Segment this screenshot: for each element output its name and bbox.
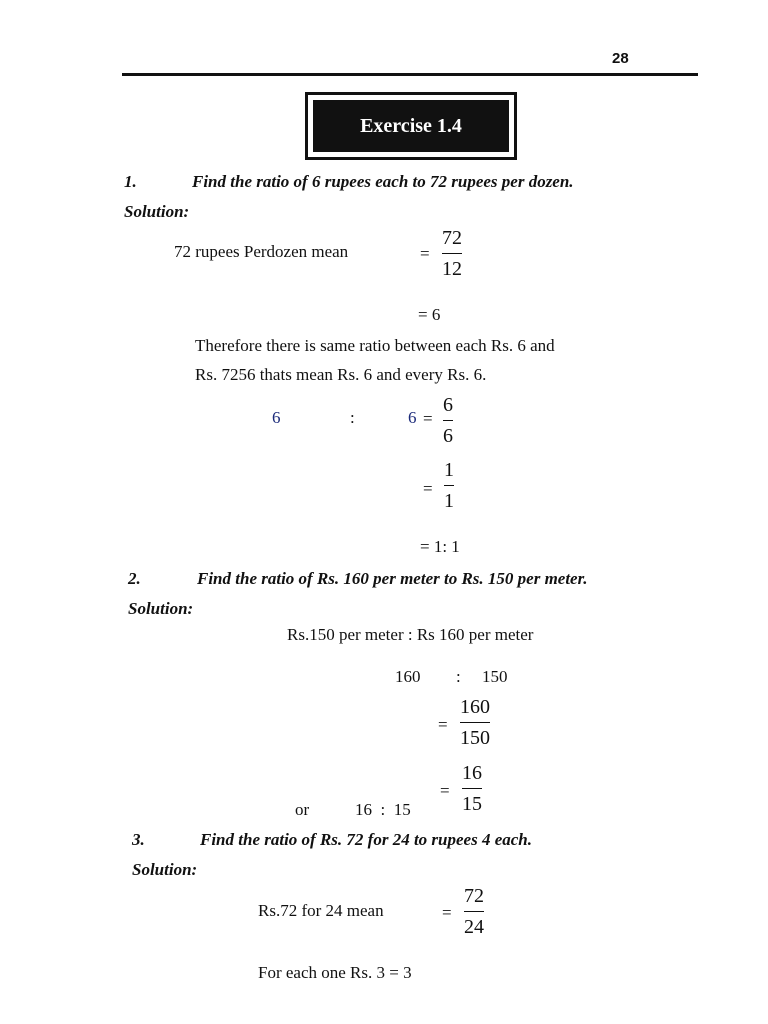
q3-number: 3.	[132, 830, 145, 849]
q3-line1-text: Rs.72 for 24 mean	[258, 901, 384, 920]
q1-eq-2: =	[423, 409, 433, 428]
q3-frac1-num: 72	[464, 885, 484, 907]
q2-line2-colon: :	[456, 667, 461, 686]
q1-number: 1.	[124, 172, 137, 191]
q1-paragraph-line1: Therefore there is same ratio between each Rs. 6 and	[195, 336, 555, 355]
exercise-title-box	[305, 92, 517, 160]
q1-fraction-72-12	[442, 225, 462, 282]
q1-question: Find the ratio of 6 rupees each to 72 rupees per dozen.	[192, 172, 574, 191]
q1-result1: = 6	[418, 305, 441, 324]
q3-fraction-72-24	[464, 883, 484, 940]
q1-fraction-1-1	[444, 457, 454, 514]
q2-or-ratio: 16 : 15	[355, 800, 411, 819]
q3-eq-1: =	[442, 903, 452, 922]
q2-or-label: or	[295, 800, 310, 819]
q2-solution-label: Solution:	[128, 599, 194, 618]
q2-frac1-den: 150	[460, 727, 490, 749]
q1-frac3-den: 1	[444, 490, 454, 512]
q1-line1-text: 72 rupees Perdozen mean	[174, 242, 349, 261]
header-rule	[122, 73, 698, 76]
q1-ratio-right: 6	[408, 408, 417, 427]
q1-frac1-num: 72	[442, 227, 462, 249]
q1-frac2-num: 6	[443, 394, 453, 416]
q2-question: Find the ratio of Rs. 160 per meter to Rs. 150 per meter.	[197, 569, 588, 588]
q2-line2-left: 160	[395, 667, 421, 686]
fraction-bar	[443, 420, 453, 421]
q1-ratio-colon: :	[350, 408, 355, 427]
q1-frac2-den: 6	[443, 425, 453, 447]
q1-final-ratio: = 1: 1	[420, 537, 460, 556]
q1-ratio-left: 6	[272, 408, 281, 427]
q2-line2-right: 150	[482, 667, 508, 686]
exercise-title: Exercise 1.4	[313, 100, 509, 152]
q2-frac1-num: 160	[460, 696, 490, 718]
q2-fraction-160-150	[460, 694, 490, 751]
q1-solution-label: Solution:	[124, 202, 190, 221]
q3-frac1-den: 24	[464, 916, 484, 938]
q2-fraction-16-15	[462, 760, 482, 817]
q3-solution-label: Solution:	[132, 860, 198, 879]
page-number: 28	[612, 50, 629, 67]
q2-number: 2.	[128, 569, 141, 588]
q1-eq-1: =	[420, 244, 430, 263]
q1-frac3-num: 1	[444, 459, 454, 481]
q2-eq-2: =	[440, 781, 450, 800]
fraction-bar	[442, 253, 462, 254]
q2-eq-1: =	[438, 715, 448, 734]
fraction-bar	[462, 788, 482, 789]
fraction-bar	[444, 485, 454, 486]
q2-frac2-den: 15	[462, 793, 482, 815]
q3-line2: For each one Rs. 3 = 3	[258, 963, 412, 982]
fraction-bar	[464, 911, 484, 912]
q2-line1: Rs.150 per meter : Rs 160 per meter	[287, 625, 534, 644]
fraction-bar	[460, 722, 490, 723]
q1-fraction-6-6	[443, 392, 453, 449]
q1-paragraph-line2: Rs. 7256 thats mean Rs. 6 and every Rs. 6.	[195, 365, 487, 384]
q2-frac2-num: 16	[462, 762, 482, 784]
q3-question: Find the ratio of Rs. 72 for 24 to rupees 4 each.	[200, 830, 532, 849]
q1-eq-3: =	[423, 479, 433, 498]
q1-frac1-den: 12	[442, 258, 462, 280]
